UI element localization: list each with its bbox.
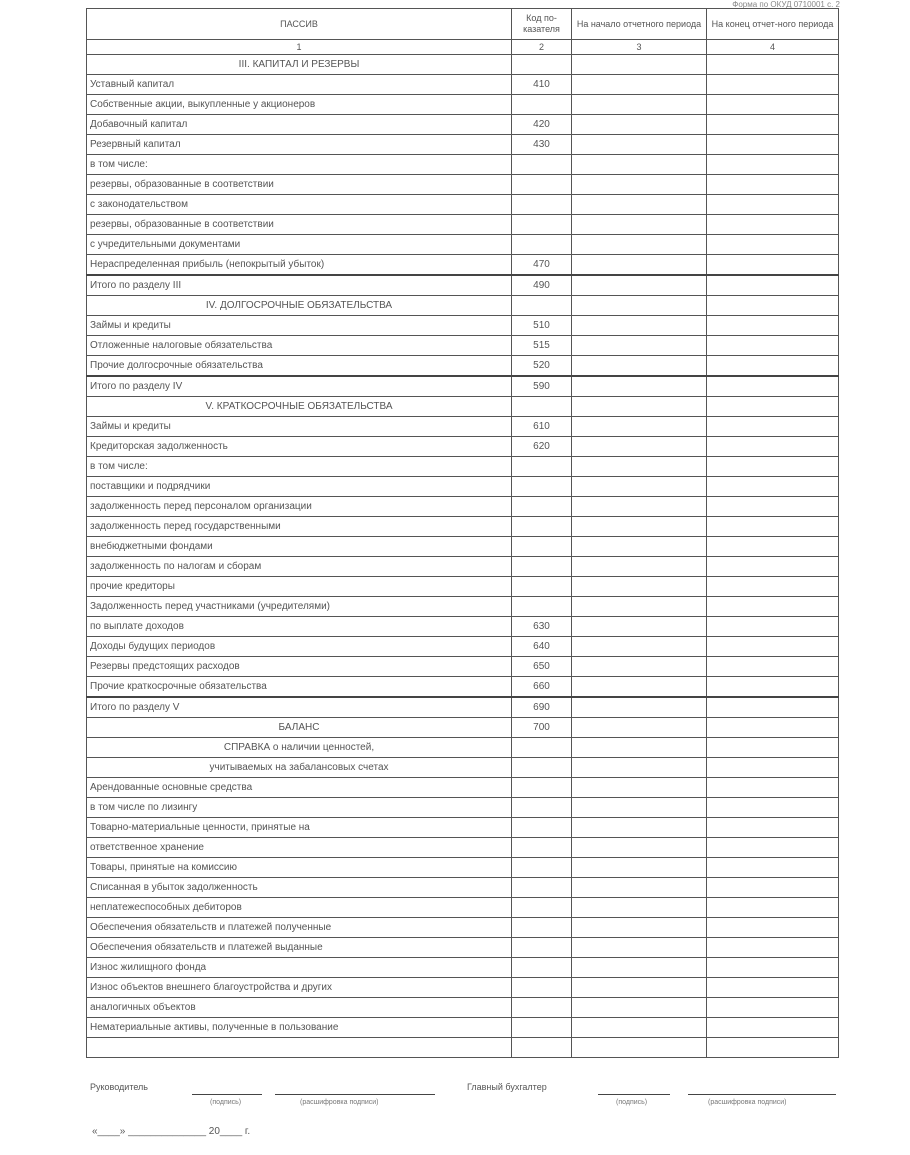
row-code bbox=[512, 758, 572, 778]
row-end-value[interactable] bbox=[707, 336, 839, 356]
row-code: 590 bbox=[512, 376, 572, 397]
row-end-value[interactable] bbox=[707, 155, 839, 175]
row-code bbox=[512, 597, 572, 617]
table-row bbox=[87, 858, 839, 878]
row-code bbox=[512, 1038, 572, 1058]
row-start-value[interactable] bbox=[572, 497, 707, 517]
row-start-value[interactable] bbox=[572, 356, 707, 377]
column-number: 4 bbox=[707, 40, 839, 55]
row-label: Доходы будущих периодов bbox=[87, 637, 512, 657]
row-code bbox=[512, 998, 572, 1018]
row-end-value[interactable] bbox=[707, 557, 839, 577]
table-row bbox=[87, 597, 839, 617]
table-row bbox=[87, 255, 839, 276]
row-label: Резервный капитал bbox=[87, 135, 512, 155]
row-start-value[interactable] bbox=[572, 135, 707, 155]
column-number: 3 bbox=[572, 40, 707, 55]
row-code bbox=[512, 235, 572, 255]
row-code: 470 bbox=[512, 255, 572, 276]
row-end-value[interactable] bbox=[707, 918, 839, 938]
column-number: 1 bbox=[87, 40, 512, 55]
row-label: Товарно-материальные ценности, принятые на bbox=[87, 818, 512, 838]
row-code: 700 bbox=[512, 718, 572, 738]
row-start-value[interactable] bbox=[572, 376, 707, 397]
row-end-value[interactable] bbox=[707, 477, 839, 497]
row-start-value[interactable] bbox=[572, 918, 707, 938]
row-end-value[interactable] bbox=[707, 617, 839, 637]
table-row bbox=[87, 778, 839, 798]
row-end-value[interactable] bbox=[707, 296, 839, 316]
row-start-value[interactable] bbox=[572, 677, 707, 698]
row-end-value[interactable] bbox=[707, 316, 839, 336]
head-decode-line bbox=[275, 1094, 435, 1095]
row-label: Износ объектов внешнего благоустройства и других bbox=[87, 978, 512, 998]
row-code bbox=[512, 175, 572, 195]
row-start-value[interactable] bbox=[572, 697, 707, 718]
table-row bbox=[87, 878, 839, 898]
row-code bbox=[512, 898, 572, 918]
row-label bbox=[87, 1038, 512, 1058]
row-label: с законодательством bbox=[87, 195, 512, 215]
row-start-value[interactable] bbox=[572, 155, 707, 175]
row-label: в том числе: bbox=[87, 457, 512, 477]
row-end-value[interactable] bbox=[707, 758, 839, 778]
row-start-value[interactable] bbox=[572, 457, 707, 477]
row-label: задолженность перед государственными bbox=[87, 517, 512, 537]
row-end-value[interactable] bbox=[707, 517, 839, 537]
row-code bbox=[512, 497, 572, 517]
row-code: 510 bbox=[512, 316, 572, 336]
accountant-label: Главный бухгалтер bbox=[467, 1082, 547, 1092]
row-label: прочие кредиторы bbox=[87, 577, 512, 597]
row-start-value[interactable] bbox=[572, 758, 707, 778]
row-end-value[interactable] bbox=[707, 1018, 839, 1038]
row-end-value[interactable] bbox=[707, 798, 839, 818]
row-code bbox=[512, 397, 572, 417]
row-label: IV. ДОЛГОСРОЧНЫЕ ОБЯЗАТЕЛЬСТВА bbox=[87, 296, 512, 316]
table-row bbox=[87, 898, 839, 918]
table-row bbox=[87, 477, 839, 497]
row-label: неплатежеспособных дебиторов bbox=[87, 898, 512, 918]
row-start-value[interactable] bbox=[572, 55, 707, 75]
header-code: Код по-казателя bbox=[512, 9, 572, 40]
table-row bbox=[87, 657, 839, 677]
row-start-value[interactable] bbox=[572, 417, 707, 437]
table-row bbox=[87, 758, 839, 778]
row-start-value[interactable] bbox=[572, 537, 707, 557]
table-row bbox=[87, 296, 839, 316]
row-end-value[interactable] bbox=[707, 255, 839, 276]
row-start-value[interactable] bbox=[572, 838, 707, 858]
row-end-value[interactable] bbox=[707, 356, 839, 377]
table-row bbox=[87, 397, 839, 417]
row-end-value[interactable] bbox=[707, 497, 839, 517]
row-start-value[interactable] bbox=[572, 336, 707, 356]
row-start-value[interactable] bbox=[572, 115, 707, 135]
row-start-value[interactable] bbox=[572, 958, 707, 978]
row-label: Итого по разделу IV bbox=[87, 376, 512, 397]
row-end-value[interactable] bbox=[707, 898, 839, 918]
form-code: Форма по ОКУД 0710001 с. 2 bbox=[732, 0, 840, 9]
column-number: 2 bbox=[512, 40, 572, 55]
header-end: На конец отчет-ного периода bbox=[707, 9, 839, 40]
row-start-value[interactable] bbox=[572, 998, 707, 1018]
date-line: «____» ______________ 20____ г. bbox=[92, 1126, 251, 1137]
table-row bbox=[87, 1038, 839, 1058]
row-end-value[interactable] bbox=[707, 958, 839, 978]
table-row bbox=[87, 235, 839, 255]
accountant-decode-line bbox=[688, 1094, 836, 1095]
accountant-signature-line bbox=[598, 1094, 670, 1095]
row-end-value[interactable] bbox=[707, 738, 839, 758]
row-code bbox=[512, 296, 572, 316]
row-end-value[interactable] bbox=[707, 657, 839, 677]
row-end-value[interactable] bbox=[707, 195, 839, 215]
row-end-value[interactable] bbox=[707, 938, 839, 958]
row-label: в том числе по лизингу bbox=[87, 798, 512, 818]
row-code bbox=[512, 818, 572, 838]
row-start-value[interactable] bbox=[572, 657, 707, 677]
row-code bbox=[512, 778, 572, 798]
row-label: Займы и кредиты bbox=[87, 316, 512, 336]
head-decode-caption: (расшифровка подписи) bbox=[300, 1099, 379, 1106]
row-end-value[interactable] bbox=[707, 978, 839, 998]
table-row bbox=[87, 115, 839, 135]
table-row bbox=[87, 718, 839, 738]
row-label: Уставный капитал bbox=[87, 75, 512, 95]
row-start-value[interactable] bbox=[572, 517, 707, 537]
row-code bbox=[512, 858, 572, 878]
table-row bbox=[87, 316, 839, 336]
row-start-value[interactable] bbox=[572, 316, 707, 336]
table-row bbox=[87, 978, 839, 998]
row-end-value[interactable] bbox=[707, 537, 839, 557]
row-label: Прочие краткосрочные обязательства bbox=[87, 677, 512, 698]
row-code bbox=[512, 557, 572, 577]
row-code: 640 bbox=[512, 637, 572, 657]
row-start-value[interactable] bbox=[572, 557, 707, 577]
accountant-signature-caption: (подпись) bbox=[616, 1099, 648, 1106]
row-start-value[interactable] bbox=[572, 878, 707, 898]
row-end-value[interactable] bbox=[707, 55, 839, 75]
table-row bbox=[87, 195, 839, 215]
row-code bbox=[512, 155, 572, 175]
row-label: БАЛАНС bbox=[87, 718, 512, 738]
row-label: III. КАПИТАЛ И РЕЗЕРВЫ bbox=[87, 55, 512, 75]
row-label: Товары, принятые на комиссию bbox=[87, 858, 512, 878]
row-end-value[interactable] bbox=[707, 998, 839, 1018]
row-code bbox=[512, 738, 572, 758]
row-code bbox=[512, 517, 572, 537]
table-row bbox=[87, 637, 839, 657]
row-label: Собственные акции, выкупленные у акционеров bbox=[87, 95, 512, 115]
row-code bbox=[512, 537, 572, 557]
row-code bbox=[512, 1018, 572, 1038]
row-end-value[interactable] bbox=[707, 397, 839, 417]
row-start-value[interactable] bbox=[572, 898, 707, 918]
row-start-value[interactable] bbox=[572, 778, 707, 798]
row-start-value[interactable] bbox=[572, 597, 707, 617]
row-label: резервы, образованные в соответствии bbox=[87, 175, 512, 195]
table-row bbox=[87, 697, 839, 718]
table-row bbox=[87, 215, 839, 235]
row-end-value[interactable] bbox=[707, 637, 839, 657]
row-label: Отложенные налоговые обязательства bbox=[87, 336, 512, 356]
row-start-value[interactable] bbox=[572, 617, 707, 637]
row-label: Задолженность перед участниками (учредителями) bbox=[87, 597, 512, 617]
row-end-value[interactable] bbox=[707, 215, 839, 235]
row-start-value[interactable] bbox=[572, 397, 707, 417]
head-label: Руководитель bbox=[90, 1082, 148, 1092]
row-start-value[interactable] bbox=[572, 255, 707, 276]
table-row bbox=[87, 838, 839, 858]
table-body bbox=[87, 55, 839, 1058]
table-row bbox=[87, 918, 839, 938]
row-end-value[interactable] bbox=[707, 275, 839, 296]
row-label: с учредительными документами bbox=[87, 235, 512, 255]
row-code: 420 bbox=[512, 115, 572, 135]
table-row bbox=[87, 175, 839, 195]
row-code bbox=[512, 577, 572, 597]
row-code bbox=[512, 477, 572, 497]
table-row bbox=[87, 55, 839, 75]
table-row bbox=[87, 798, 839, 818]
row-end-value[interactable] bbox=[707, 697, 839, 718]
row-code bbox=[512, 215, 572, 235]
row-start-value[interactable] bbox=[572, 818, 707, 838]
row-code bbox=[512, 938, 572, 958]
row-end-value[interactable] bbox=[707, 437, 839, 457]
row-end-value[interactable] bbox=[707, 878, 839, 898]
table-row bbox=[87, 75, 839, 95]
row-end-value[interactable] bbox=[707, 135, 839, 155]
table-row bbox=[87, 135, 839, 155]
row-label: аналогичных объектов bbox=[87, 998, 512, 1018]
row-start-value[interactable] bbox=[572, 938, 707, 958]
row-start-value[interactable] bbox=[572, 235, 707, 255]
row-label: Прочие долгосрочные обязательства bbox=[87, 356, 512, 377]
header-start: На начало отчетного периода bbox=[572, 9, 707, 40]
row-start-value[interactable] bbox=[572, 738, 707, 758]
table-row bbox=[87, 557, 839, 577]
row-code: 520 bbox=[512, 356, 572, 377]
row-label: Обеспечения обязательств и платежей полученные bbox=[87, 918, 512, 938]
column-number-row bbox=[87, 40, 839, 55]
table-row bbox=[87, 617, 839, 637]
table-row bbox=[87, 457, 839, 477]
row-code bbox=[512, 918, 572, 938]
row-end-value[interactable] bbox=[707, 457, 839, 477]
row-end-value[interactable] bbox=[707, 376, 839, 397]
table-row bbox=[87, 497, 839, 517]
table-row bbox=[87, 998, 839, 1018]
table-row bbox=[87, 738, 839, 758]
row-start-value[interactable] bbox=[572, 195, 707, 215]
table-row bbox=[87, 517, 839, 537]
row-code bbox=[512, 457, 572, 477]
row-label: по выплате доходов bbox=[87, 617, 512, 637]
header-row bbox=[87, 9, 839, 40]
row-code: 490 bbox=[512, 275, 572, 296]
row-start-value[interactable] bbox=[572, 798, 707, 818]
table-row bbox=[87, 577, 839, 597]
row-code: 690 bbox=[512, 697, 572, 718]
row-start-value[interactable] bbox=[572, 978, 707, 998]
row-label: Нераспределенная прибыль (непокрытый убыток) bbox=[87, 255, 512, 276]
row-end-value[interactable] bbox=[707, 235, 839, 255]
row-end-value[interactable] bbox=[707, 818, 839, 838]
table-row bbox=[87, 958, 839, 978]
row-end-value[interactable] bbox=[707, 838, 839, 858]
row-start-value[interactable] bbox=[572, 477, 707, 497]
row-end-value[interactable] bbox=[707, 597, 839, 617]
row-end-value[interactable] bbox=[707, 718, 839, 738]
table-row bbox=[87, 356, 839, 377]
row-start-value[interactable] bbox=[572, 215, 707, 235]
row-end-value[interactable] bbox=[707, 175, 839, 195]
table-row bbox=[87, 1018, 839, 1038]
row-label: Займы и кредиты bbox=[87, 417, 512, 437]
row-label: Списанная в убыток задолженность bbox=[87, 878, 512, 898]
row-code bbox=[512, 195, 572, 215]
row-end-value[interactable] bbox=[707, 115, 839, 135]
row-end-value[interactable] bbox=[707, 95, 839, 115]
row-label: резервы, образованные в соответствии bbox=[87, 215, 512, 235]
balance-table bbox=[86, 8, 839, 1058]
table-row bbox=[87, 376, 839, 397]
row-start-value[interactable] bbox=[572, 296, 707, 316]
table-row bbox=[87, 677, 839, 698]
row-end-value[interactable] bbox=[707, 858, 839, 878]
row-label: внебюджетными фондами bbox=[87, 537, 512, 557]
row-label: в том числе: bbox=[87, 155, 512, 175]
table-row bbox=[87, 336, 839, 356]
row-code: 650 bbox=[512, 657, 572, 677]
row-end-value[interactable] bbox=[707, 677, 839, 698]
row-code bbox=[512, 55, 572, 75]
table-row bbox=[87, 938, 839, 958]
row-label: ответственное хранение bbox=[87, 838, 512, 858]
row-start-value[interactable] bbox=[572, 637, 707, 657]
row-end-value[interactable] bbox=[707, 417, 839, 437]
row-code: 660 bbox=[512, 677, 572, 698]
row-label: учитываемых на забалансовых счетах bbox=[87, 758, 512, 778]
row-code bbox=[512, 95, 572, 115]
row-code bbox=[512, 978, 572, 998]
row-code: 410 bbox=[512, 75, 572, 95]
row-start-value[interactable] bbox=[572, 75, 707, 95]
row-label: задолженность по налогам и сборам bbox=[87, 557, 512, 577]
row-label: поставщики и подрядчики bbox=[87, 477, 512, 497]
row-start-value[interactable] bbox=[572, 275, 707, 296]
table-row bbox=[87, 95, 839, 115]
table-row bbox=[87, 155, 839, 175]
row-label: задолженность перед персоналом организации bbox=[87, 497, 512, 517]
row-end-value[interactable] bbox=[707, 1038, 839, 1058]
row-code bbox=[512, 838, 572, 858]
head-signature-line bbox=[192, 1094, 262, 1095]
table-row bbox=[87, 537, 839, 557]
row-code: 430 bbox=[512, 135, 572, 155]
row-label: Нематериальные активы, полученные в пользование bbox=[87, 1018, 512, 1038]
row-label: V. КРАТКОСРОЧНЫЕ ОБЯЗАТЕЛЬСТВА bbox=[87, 397, 512, 417]
row-label: СПРАВКА о наличии ценностей, bbox=[87, 738, 512, 758]
row-end-value[interactable] bbox=[707, 577, 839, 597]
row-start-value[interactable] bbox=[572, 1038, 707, 1058]
table-row bbox=[87, 437, 839, 457]
row-code bbox=[512, 798, 572, 818]
head-signature-caption: (подпись) bbox=[210, 1099, 242, 1106]
row-code: 515 bbox=[512, 336, 572, 356]
row-label: Итого по разделу V bbox=[87, 697, 512, 718]
row-code bbox=[512, 958, 572, 978]
row-label: Арендованные основные средства bbox=[87, 778, 512, 798]
accountant-decode-caption: (расшифровка подписи) bbox=[708, 1099, 787, 1106]
table-row bbox=[87, 417, 839, 437]
table-row bbox=[87, 275, 839, 296]
row-end-value[interactable] bbox=[707, 778, 839, 798]
row-start-value[interactable] bbox=[572, 95, 707, 115]
row-start-value[interactable] bbox=[572, 858, 707, 878]
row-label: Износ жилищного фонда bbox=[87, 958, 512, 978]
table-row bbox=[87, 818, 839, 838]
row-label: Кредиторская задолженность bbox=[87, 437, 512, 457]
row-label: Резервы предстоящих расходов bbox=[87, 657, 512, 677]
row-start-value[interactable] bbox=[572, 175, 707, 195]
header-label: ПАССИВ bbox=[87, 9, 512, 40]
row-code bbox=[512, 878, 572, 898]
row-code: 610 bbox=[512, 417, 572, 437]
row-label: Добавочный капитал bbox=[87, 115, 512, 135]
row-label: Обеспечения обязательств и платежей выданные bbox=[87, 938, 512, 958]
row-code: 630 bbox=[512, 617, 572, 637]
row-end-value[interactable] bbox=[707, 75, 839, 95]
row-start-value[interactable] bbox=[572, 577, 707, 597]
row-start-value[interactable] bbox=[572, 437, 707, 457]
row-start-value[interactable] bbox=[572, 1018, 707, 1038]
row-start-value[interactable] bbox=[572, 718, 707, 738]
row-label: Итого по разделу III bbox=[87, 275, 512, 296]
row-code: 620 bbox=[512, 437, 572, 457]
